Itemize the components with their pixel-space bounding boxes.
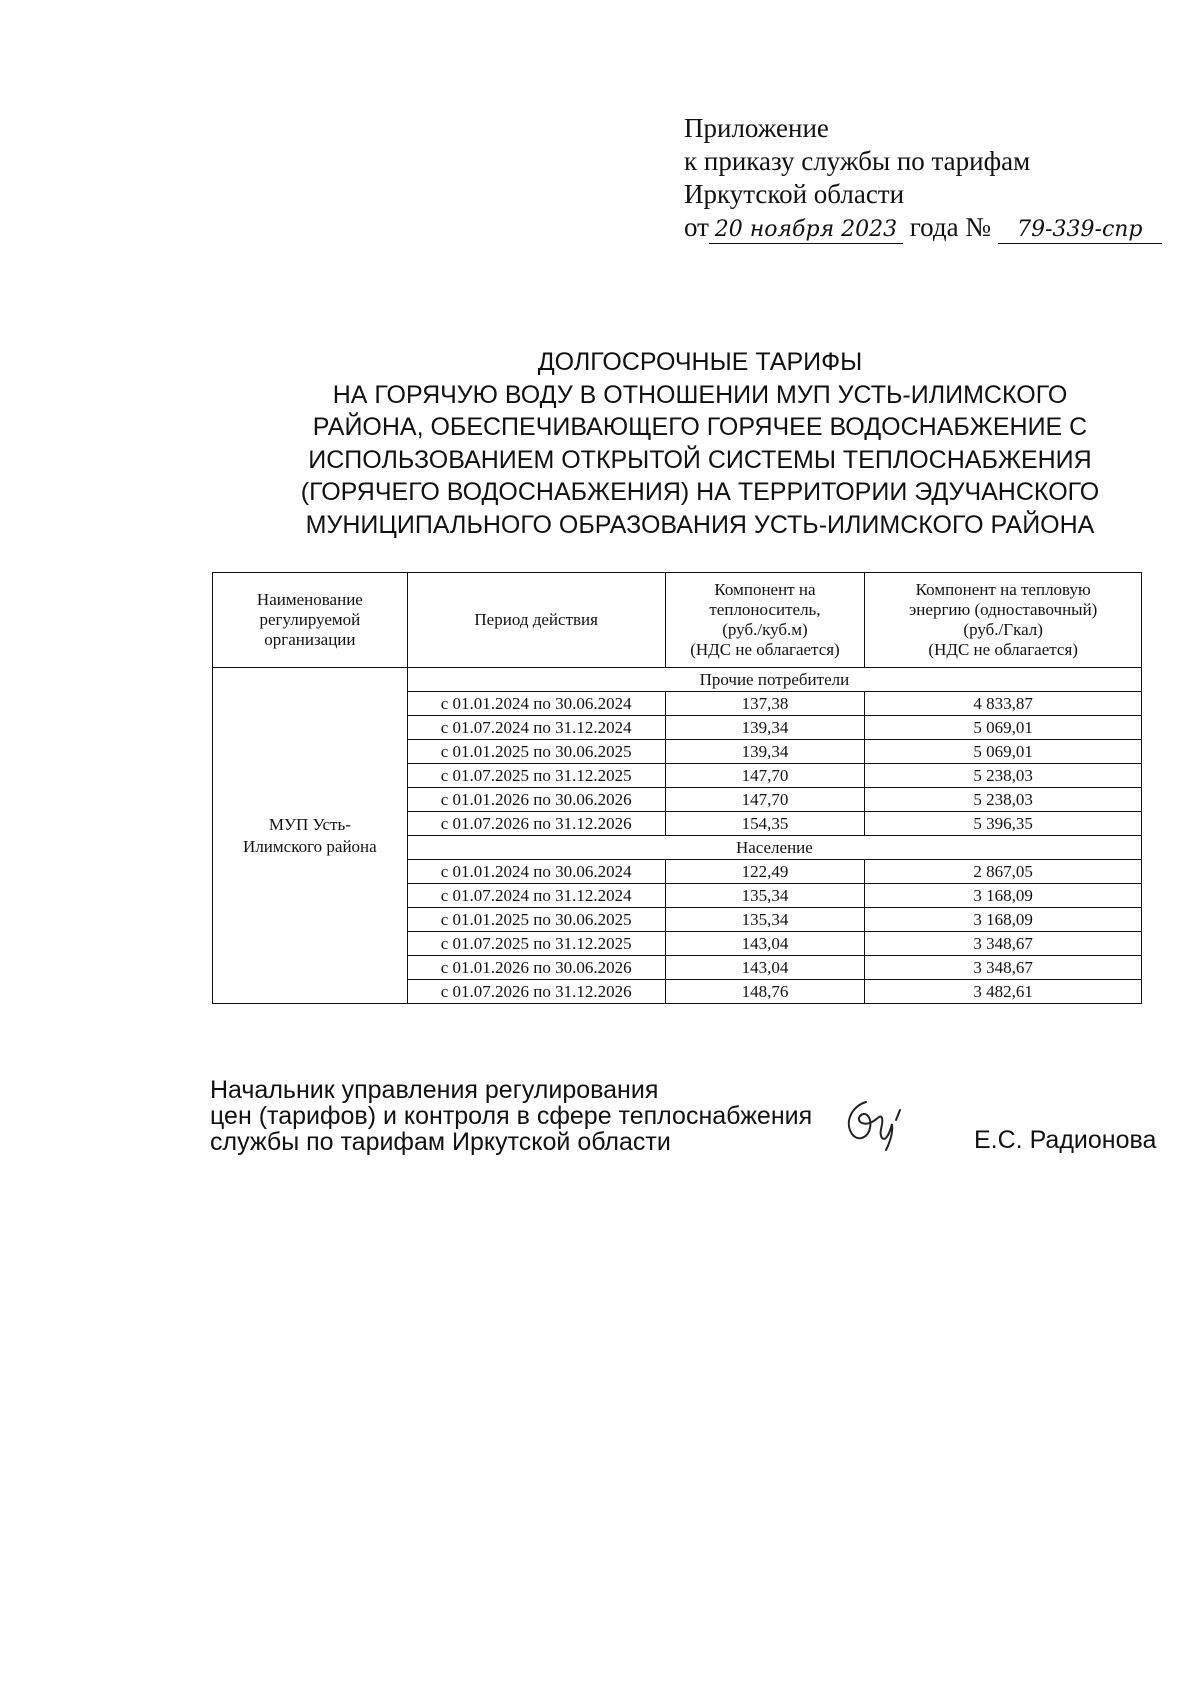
header-heat-energy: Компонент на тепловую энергию (одноставочный) (руб./Гкал) (НДС не облагается) bbox=[865, 573, 1142, 668]
energy-cell: 3 348,67 bbox=[865, 932, 1142, 956]
signatory-title bbox=[210, 1077, 812, 1155]
carrier-cell: 147,70 bbox=[665, 788, 865, 812]
group-label: Прочие потребители bbox=[407, 668, 1141, 692]
energy-cell: 5 238,03 bbox=[865, 764, 1142, 788]
title-line: ДОЛГОСРОЧНЫЕ ТАРИФЫ bbox=[537, 348, 863, 376]
energy-cell: 3 348,67 bbox=[865, 956, 1142, 980]
carrier-cell: 143,04 bbox=[665, 932, 865, 956]
period-cell: с 01.01.2024 по 30.06.2024 bbox=[407, 692, 665, 716]
appendix-region: Иркутской области bbox=[684, 179, 905, 209]
energy-cell: 3 168,09 bbox=[865, 884, 1142, 908]
header-heat-carrier: Компонент на теплоноситель, (руб./куб.м) (НДС не облагается) bbox=[665, 573, 865, 668]
from-label: от bbox=[684, 212, 709, 242]
energy-cell: 3 168,09 bbox=[865, 908, 1142, 932]
title-line: ИСПОЛЬЗОВАНИЕМ ОТКРЫТОЙ СИСТЕМЫ ТЕПЛОСНАБЖЕНИЯ bbox=[308, 445, 1092, 474]
appendix-header bbox=[684, 112, 1162, 244]
period-cell: с 01.07.2026 по 31.12.2026 bbox=[407, 980, 665, 1004]
title-line: РАЙОНА, ОБЕСПЕЧИВАЮЩЕГО ГОРЯЧЕЕ ВОДОСНАБЖЕНИЕ С bbox=[312, 413, 1088, 441]
title-line: МУНИЦИПАЛЬНОГО ОБРАЗОВАНИЯ УСТЬ-ИЛИМСКОГО РАЙОНА bbox=[305, 510, 1095, 539]
carrier-cell: 147,70 bbox=[665, 764, 865, 788]
period-cell: с 01.01.2026 по 30.06.2026 bbox=[407, 956, 665, 980]
group-row bbox=[213, 668, 1142, 692]
handwritten-date: 20 ноября 2023 bbox=[709, 217, 903, 244]
handwritten-order-number: 79-339-спр bbox=[998, 217, 1162, 244]
period-cell: с 01.07.2025 по 31.12.2025 bbox=[407, 932, 665, 956]
appendix-order-ref: к приказу службы по тарифам bbox=[684, 146, 1031, 176]
appendix-date-line bbox=[684, 211, 1162, 244]
carrier-cell: 154,35 bbox=[665, 812, 865, 836]
header-organization: Наименование регулируемой организации bbox=[213, 573, 408, 668]
signer-name: Е.С. Радионова bbox=[974, 1126, 1157, 1154]
signatory-title-line: Начальник управления регулирования bbox=[210, 1076, 659, 1104]
carrier-cell: 139,34 bbox=[665, 716, 865, 740]
period-cell: с 01.07.2024 по 31.12.2024 bbox=[407, 884, 665, 908]
group-label: Население bbox=[407, 836, 1141, 860]
carrier-cell: 135,34 bbox=[665, 908, 865, 932]
period-cell: с 01.07.2026 по 31.12.2026 bbox=[407, 812, 665, 836]
table-header-row bbox=[213, 573, 1142, 668]
period-cell: с 01.01.2026 по 30.06.2026 bbox=[407, 788, 665, 812]
organization-name: МУП Усть- Илимского района bbox=[213, 668, 408, 1004]
period-cell: с 01.01.2024 по 30.06.2024 bbox=[407, 860, 665, 884]
carrier-cell: 139,34 bbox=[665, 740, 865, 764]
carrier-cell: 148,76 bbox=[665, 980, 865, 1004]
period-cell: с 01.01.2025 по 30.06.2025 bbox=[407, 740, 665, 764]
title-line: НА ГОРЯЧУЮ ВОДУ В ОТНОШЕНИИ МУП УСТЬ-ИЛИМСКОГО bbox=[332, 380, 1068, 409]
document-title bbox=[200, 346, 1200, 541]
signatory-title-line: службы по тарифам Иркутской области bbox=[210, 1128, 671, 1156]
carrier-cell: 143,04 bbox=[665, 956, 865, 980]
energy-cell: 3 482,61 bbox=[865, 980, 1142, 1004]
appendix-label: Приложение bbox=[684, 113, 829, 143]
header-period: Период действия bbox=[407, 573, 665, 668]
carrier-cell: 122,49 bbox=[665, 860, 865, 884]
year-number-label: года № bbox=[909, 212, 992, 242]
carrier-cell: 137,38 bbox=[665, 692, 865, 716]
period-cell: с 01.07.2025 по 31.12.2025 bbox=[407, 764, 665, 788]
energy-cell: 5 238,03 bbox=[865, 788, 1142, 812]
signatory-title-line: цен (тарифов) и контроля в сфере теплоснабжения bbox=[210, 1102, 813, 1130]
energy-cell: 5 396,35 bbox=[865, 812, 1142, 836]
carrier-cell: 135,34 bbox=[665, 884, 865, 908]
period-cell: с 01.07.2024 по 31.12.2024 bbox=[407, 716, 665, 740]
energy-cell: 2 867,05 bbox=[865, 860, 1142, 884]
energy-cell: 4 833,87 bbox=[865, 692, 1142, 716]
period-cell: с 01.01.2025 по 30.06.2025 bbox=[407, 908, 665, 932]
title-line: (ГОРЯЧЕГО ВОДОСНАБЖЕНИЯ) НА ТЕРРИТОРИИ ЭДУЧАНСКОГО bbox=[300, 478, 1100, 506]
energy-cell: 5 069,01 bbox=[865, 740, 1142, 764]
tariff-table bbox=[212, 572, 1142, 1004]
energy-cell: 5 069,01 bbox=[865, 716, 1142, 740]
handwritten-signature-icon bbox=[838, 1092, 918, 1152]
